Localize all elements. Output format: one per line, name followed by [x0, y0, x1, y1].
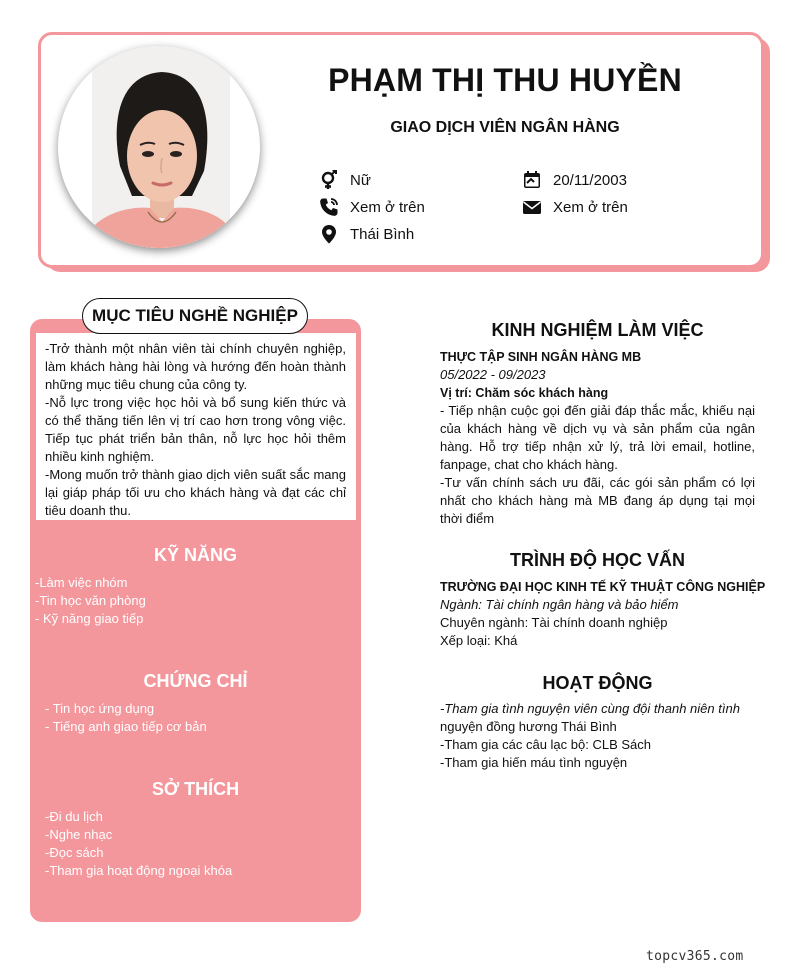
experience-company: THỰC TẬP SINH NGÂN HÀNG MB — [440, 350, 642, 364]
skill-item: -Làm việc nhóm — [35, 575, 128, 590]
activity-item: nguyện đồng hương Thái Bình — [440, 719, 617, 734]
education-rank: Xếp loại: Khá — [440, 633, 518, 648]
experience-desc-2: -Tư vấn chính sách ưu đãi, các gói sản phẩm có lợi nhất cho khách hàng mà MB đang áp dụng tại mọi thời điểm — [440, 475, 755, 526]
certificates-title: CHỨNG CHỈ — [143, 671, 248, 691]
education-specialty: Chuyên ngành: Tài chính doanh nghiệp — [440, 615, 668, 630]
activity-item: -Tham gia các câu lạc bộ: CLB Sách — [440, 737, 651, 752]
experience-period: 05/2022 - 09/2023 — [440, 367, 546, 382]
location-pin-icon — [319, 224, 339, 244]
hobby-item: -Tham gia hoạt động ngoại khóa — [45, 863, 233, 878]
avatar-frame — [58, 46, 260, 248]
email-value: Xem ở trên — [553, 198, 628, 216]
education-school: TRƯỜNG ĐẠI HỌC KINH TẾ KỸ THUẬT CÔNG NGHIỆP — [440, 580, 766, 594]
birthday-row — [522, 170, 627, 190]
certificate-item: - Tiếng anh giao tiếp cơ bản — [45, 719, 207, 734]
activity-item: -Tham gia hiến máu tình nguyện — [440, 755, 628, 770]
candidate-name: PHẠM THỊ THU HUYỀN — [328, 62, 682, 98]
envelope-icon — [522, 197, 542, 217]
birthday-value: 20/11/2003 — [553, 171, 627, 189]
education-major: Ngành: Tài chính ngân hàng và bảo hiểm — [440, 597, 679, 612]
phone-value: Xem ở trên — [350, 198, 425, 216]
activities-title: HOẠT ĐỘNG — [542, 673, 653, 693]
address-value: Thái Bình — [350, 225, 415, 243]
calendar-icon — [522, 170, 542, 190]
skills-title: KỸ NĂNG — [153, 545, 237, 565]
objective-title: MỤC TIÊU NGHỀ NGHIỆP — [82, 298, 308, 334]
hobby-item: -Đọc sách — [45, 845, 104, 860]
objective-line: -Mong muốn trở thành giao dịch viên suất sắc mang lại giáp pháp tối ưu cho khách hàng và đạt các chỉ tiêu doanh thu. — [45, 467, 346, 518]
job-title: GIAO DỊCH VIÊN NGÂN HÀNG — [390, 119, 620, 136]
gender-icon — [319, 170, 339, 190]
hobbies-title: SỞ THÍCH — [151, 779, 240, 799]
certificate-item: - Tin học ứng dụng — [45, 701, 155, 716]
hobby-item: -Đi du lịch — [45, 809, 103, 824]
objective-line: -Trở thành một nhân viên tài chính chuyên nghiệp, làm khách hàng hài lòng và hướng đến hoàn thành những mục tiêu chung của công ty. — [45, 341, 346, 392]
experience-position: Vị trí: Chăm sóc khách hàng — [440, 386, 609, 400]
experience-desc-1: - Tiếp nhận cuộc gọi đến giải đáp thắc mắc, khiếu nại của khách hàng về dịch vụ và sản phẩm của ngân hàng. Hỗ trợ tiếp nhận xử lý, trả lời email, hotline, fanpage, chat cho khách hàng. — [440, 403, 755, 472]
phone-icon — [319, 197, 339, 217]
objective-line: -Nỗ lực trong việc học hỏi và bổ sung kiến thức và có thể thăng tiến lên vị trí cao hơn trong vông việc. Tiếp tục phát triển bản thân, nỗ lực học hỏi thêm nhiều kinh nghiệm. — [45, 395, 346, 464]
avatar — [92, 46, 230, 248]
objective-text — [45, 340, 346, 520]
gender-value: Nữ — [350, 171, 371, 189]
gender-row — [319, 170, 371, 190]
skill-item: - Kỹ năng giao tiếp — [35, 611, 144, 626]
education-title: TRÌNH ĐỘ HỌC VẤN — [510, 550, 685, 570]
address-row — [319, 224, 414, 244]
skill-item: -Tin học văn phòng — [35, 593, 146, 608]
phone-row — [319, 197, 425, 217]
hobby-item: -Nghe nhạc — [45, 827, 113, 842]
experience-title: KINH NGHIỆM LÀM VIỆC — [491, 320, 704, 340]
watermark: topcv365.com — [646, 949, 744, 964]
activity-item: -Tham gia tình nguyện viên cùng đội thanh niên tình — [440, 701, 740, 716]
email-row — [522, 197, 628, 217]
